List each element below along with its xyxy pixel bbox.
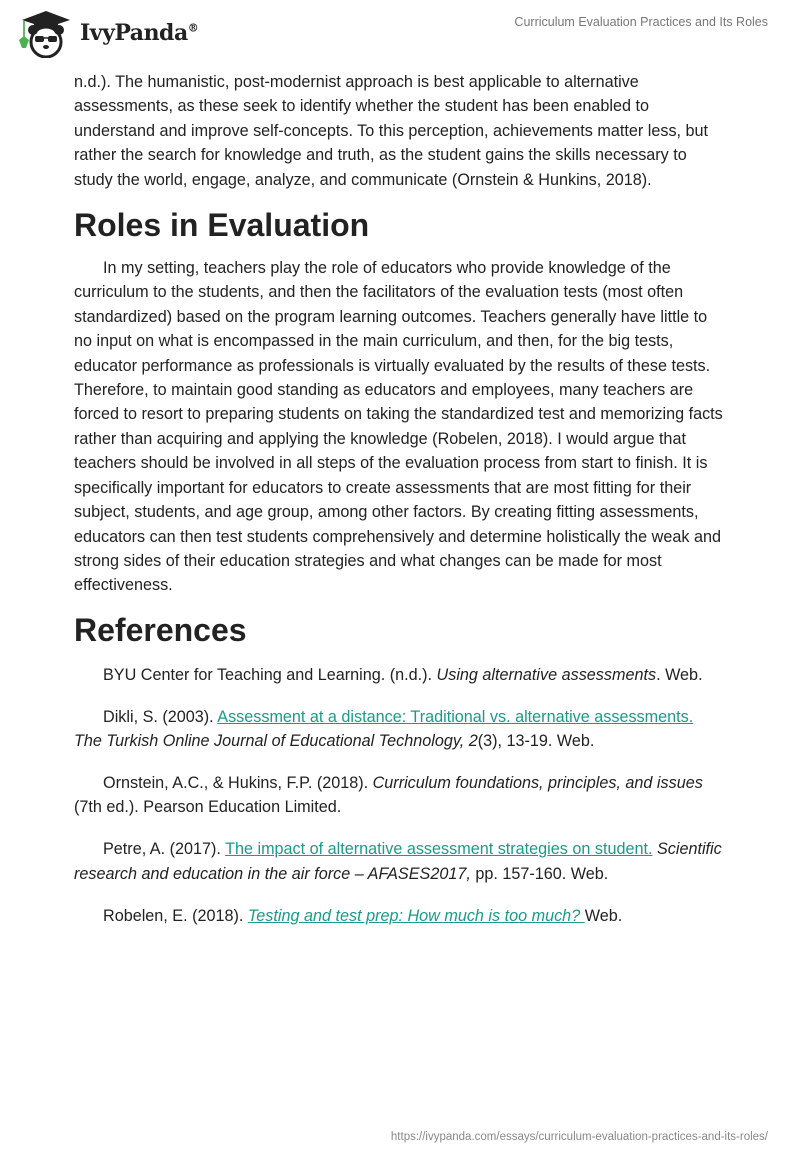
reference-item: BYU Center for Teaching and Learning. (n.d.). Using alternative assessments. Web.: [103, 665, 703, 684]
reference-item: Ornstein, A.C., & Hukins, F.P. (2018). Curriculum foundations, principles, and issues (7th ed.). Pearson Education Limited.: [74, 773, 703, 817]
references-heading: References: [74, 611, 247, 648]
registered-mark: ®: [187, 21, 199, 35]
roles-paragraph: In my setting, teachers play the role of educators who provide knowledge of the curriculum to the students, and then the facilitators of the evaluation tests (most often standardized) based on the program learning outcomes. Teachers generally have little to no input on what is encompassed in the main curriculum, and then, for the big tests, educator performance as professionals is virtually evaluated by the results of these tests. Therefore, to maintain good standing as educators and employees, many teachers are forced to resort to preparing students on taking the standardized test and memorizing facts rather than acquiring and applying the knowledge (Robelen, 2018). I would argue that teachers should be involved in all steps of the evaluation process from start to finish. It is specifically important for educators to create assessments that are most fitting for their subject, students, and age group, among other factors. By creating fitting assessments, educators can then test students comprehensively and determine holistically the weak and strong sides of their education strategies and what changes can be made for most effectiveness.: [74, 259, 723, 595]
roles-heading: Roles in Evaluation: [74, 207, 370, 244]
intro-paragraph: n.d.). The humanistic, post-modernist approach is best applicable to alternative assessments, as these seek to identify whether the student has been enabled to understand and improve self-concepts. To this perception, achievements matter less, but rather the search for knowledge and truth, as the student gains the skills necessary to study the world, engage, analyze, and communicate (Ornstein & Hunkins, 2018).: [74, 73, 709, 189]
reference-item: Robelen, E. (2018). Testing and test prep: How much is too much? Web.: [103, 906, 623, 925]
document-title: Curriculum Evaluation Practices and Its Roles: [514, 15, 768, 29]
essay-content: [74, 70, 724, 945]
reference-link[interactable]: Testing and test prep: How much is too much?: [247, 906, 585, 925]
reference-item: Petre, A. (2017). The impact of alternative assessment strategies on student. Scientific research and education in the air force – AFASES2017, pp. 157-160. Web.: [74, 840, 722, 883]
reference-link[interactable]: The impact of alternative assessment strategies on student.: [225, 840, 653, 859]
reference-item: Dikli, S. (2003). Assessment at a distance: Traditional vs. alternative assessments. The Turkish Online Journal of Educational Technology, 2(3), 13-19. Web.: [74, 707, 694, 751]
reference-link[interactable]: Assessment at a distance: Traditional vs. alternative assessments.: [217, 707, 694, 726]
panda-logo-icon: [16, 8, 74, 58]
logo-text: IvyPanda: [80, 20, 188, 46]
ivypanda-logo[interactable]: [16, 8, 198, 58]
footer-url[interactable]: https://ivypanda.com/essays/curriculum-evaluation-practices-and-its-roles/: [390, 1131, 768, 1143]
